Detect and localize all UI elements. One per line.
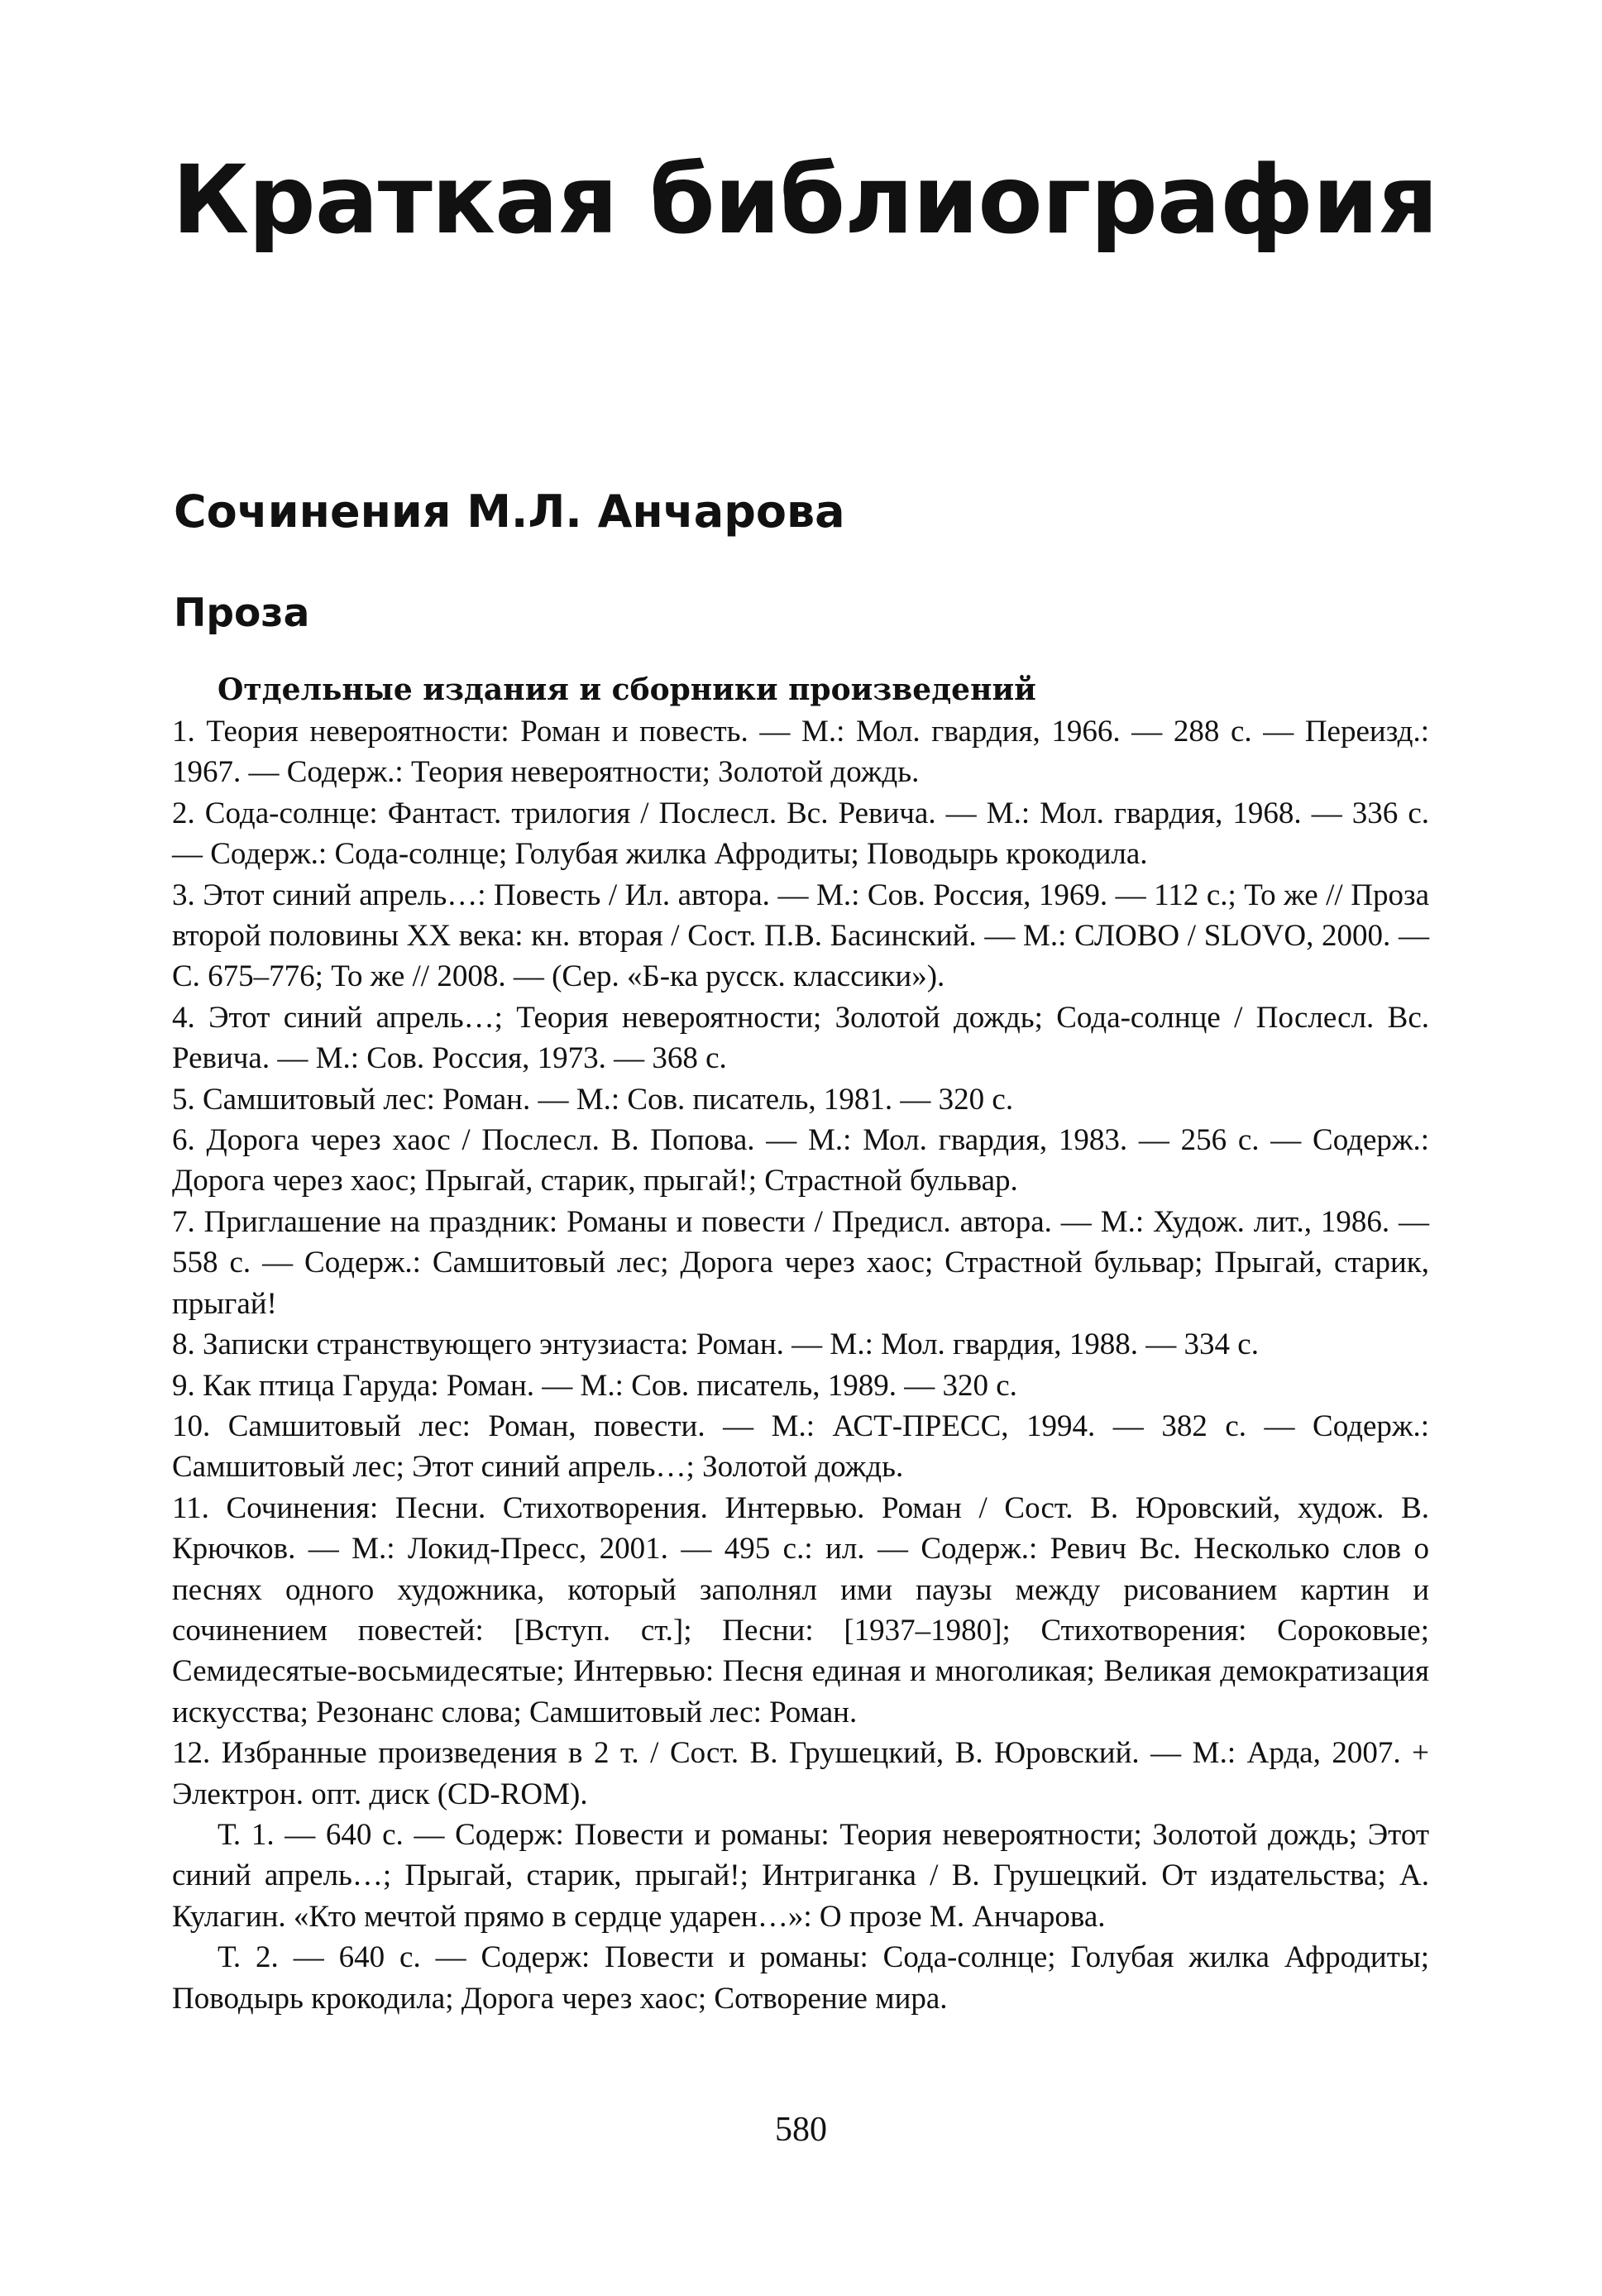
section-title: Сочинения М.Л. Анчарова [174,486,845,538]
bibliography-entry-9: 9. Как птица Гаруда: Роман. — М.: Сов. писатель, 1989. — 320 с. [172,1368,1017,1403]
bibliography-entry-7: 7. Приглашение на праздник: Романы и повести / Предисл. автора. — М.: Худож. лит., 1986. — 558 с. — Содерж.: Самшитовый лес; Дорога через хаос; Страстной бульвар; Прыгай, старик, прыгай! [172,1204,1429,1321]
group-title: Отдельные издания и сборники произведений [218,672,1036,707]
page-number: 580 [775,2111,827,2149]
volume-entry-2: Т. 2. — 640 с. — Содерж: Повести и романы: Сода-солнце; Голубая жилка Афродиты; Поводырь крокодила; Дорога через хаос; Сотворение мира. [172,1940,1429,2016]
bibliography-entry-1: 1. Теория невероятности: Роман и повесть. — М.: Мол. гвардия, 1966. — 288 с. — Переизд.: 1967. — Содерж.: Теория невероятности; Золотой дождь. [172,715,1429,790]
volume-entry-1: Т. 1. — 640 с. — Содерж: Повести и романы: Теория невероятности; Золотой дождь; Этот синий апрель…; Прыгай, старик, прыгай!; Интриганка / В. Грушецкий. От издательства; А. Кулагин. «Кто мечтой прямо в сердце ударен…»: О прозе М. Анчарова. [172,1817,1429,1934]
page-title: Краткая библиография [172,145,1438,255]
bibliography-entry-8: 8. Записки странствующего энтузиаста: Роман. — М.: Мол. гвардия, 1988. — 334 с. [172,1327,1259,1362]
bibliography-entry-10: 10. Самшитовый лес: Роман, повести. — М.: АСТ-ПРЕСС, 1994. — 382 с. — Содерж.: Самшитовый лес; Этот синий апрель…; Золотой дождь. [172,1409,1429,1485]
bibliography-entry-12: 12. Избранные произведения в 2 т. / Сост. В. Грушецкий, В. Юровский. — М.: Арда, 2007. + Электрон. опт. диск (CD-ROM). [172,1736,1429,1811]
bibliography-entry-11: 11. Сочинения: Песни. Стихотворения. Интервью. Роман / Сост. В. Юровский, худож. В. Крючков. — М.: Локид-Пресс, 2001. — 495 с.: ил. — Содерж.: Ревич Вс. Несколько слов о песнях одного художника, который заполнял ими паузы между рисованием картин и сочинением повестей: [Вступ. ст.]; Песни: [1937–1980]; Стихотворения: Сороковые; Семидесятые-восьмидесятые; Интервью: Песня единая и многоликая; Великая демократизация искусства; Резонанс слова; Самшитовый лес: Роман. [172,1490,1429,1729]
subsection-title: Проза [174,591,310,636]
bibliography-entry-6: 6. Дорога через хаос / Послесл. В. Попова. — М.: Мол. гвардия, 1983. — 256 с. — Содерж.: Дорога через хаос; Прыгай, старик, прыгай!; Страстной бульвар. [172,1123,1429,1198]
bibliography-entry-4: 4. Этот синий апрель…; Теория невероятности; Золотой дождь; Сода-солнце / Послесл. Вс. Ревича. — М.: Сов. Россия, 1973. — 368 с. [172,1000,1429,1076]
bibliography-body [172,668,1429,2019]
bibliography-entry-5: 5. Самшитовый лес: Роман. — М.: Сов. писатель, 1981. — 320 с. [172,1082,1014,1117]
bibliography-entry-3: 3. Этот синий апрель…: Повесть / Ил. автора. — М.: Сов. Россия, 1969. — 112 с.; То же // Проза второй половины XX века: кн. вторая / Сост. П.В. Басинский. — М.: СЛОВО / SLOVO, 2000. — С. 675–776; То же // 2008. — (Сер. «Б-ка русск. классики»). [172,878,1429,994]
bibliography-entry-2: 2. Сода-солнце: Фантаст. трилогия / Послесл. Вс. Ревича. — М.: Мол. гвардия, 1968. — 336 с. — Содерж.: Сода-солнце; Голубая жилка Афродиты; Поводырь крокодила. [172,796,1429,872]
